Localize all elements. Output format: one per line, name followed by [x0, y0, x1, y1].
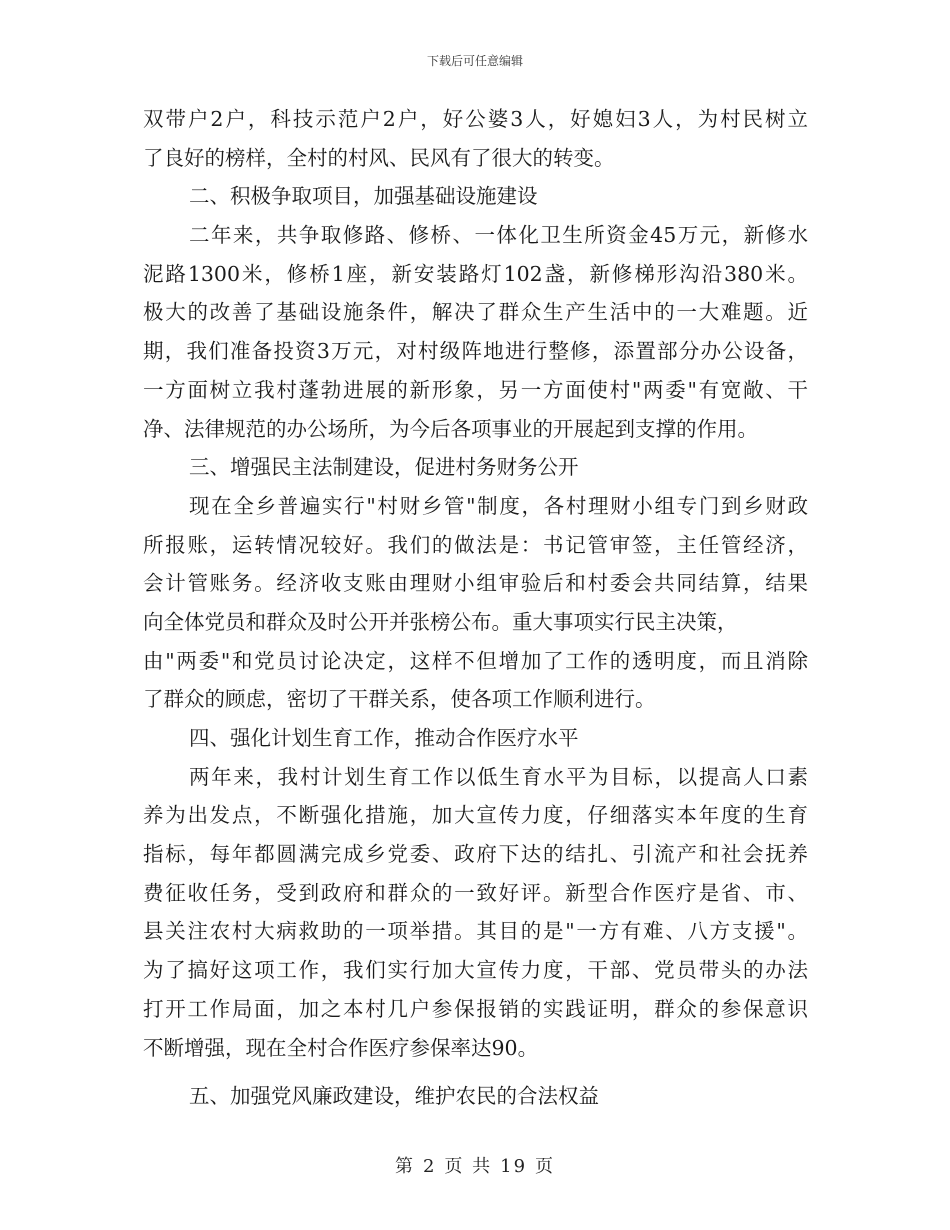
total-page-count: 19 — [500, 1156, 528, 1177]
body-line: 一方面树立我村蓬勃进展的新形象，另一方面使村"两委"有宽敞、干 — [143, 377, 808, 402]
body-line: 极大的改善了基础设施条件，解决了群众生产生活中的一大难题。近 — [143, 300, 808, 325]
body-line: 由"两委"和党员讨论决定，这样不但增加了工作的透明度，而且消除 — [143, 648, 808, 673]
body-line: 现在全乡普遍实行"村财乡管"制度，各村理财小组专门到乡财政 — [189, 493, 808, 518]
body-line: 打开工作局面，加之本村几户参保报销的实践证明，群众的参保意识 — [143, 996, 808, 1021]
footer-middle: 页 共 — [444, 1156, 493, 1177]
document-body — [143, 100, 808, 1116]
footer-suffix: 页 — [535, 1156, 556, 1177]
body-line: 了良好的榜样，全村的村风、民风有了很大的转变。 — [143, 145, 615, 170]
body-line: 所报账，运转情况较好。我们的做法是：书记管审签，主任管经济， — [143, 532, 808, 557]
section-heading: 三、增强民主法制建设，促进村务财务公开 — [189, 455, 579, 480]
body-line: 双带户2户，科技示范户2户，好公婆3人，好媳妇3人，为村民树立 — [143, 107, 808, 131]
body-line: 养为出发点，不断强化措施，加大宣传力度，仔细落实本年度的生育 — [143, 803, 808, 828]
current-page-number: 2 — [422, 1156, 437, 1177]
footer-prefix: 第 — [394, 1156, 415, 1177]
page-header-note: 下载后可任意编辑 — [426, 54, 523, 68]
body-line: 泥路1300米，修桥1座，新安装路灯102盏，新修梯形沟沿380米。 — [143, 261, 808, 286]
body-line: 期，我们准备投资3万元，对村级阵地进行整修，添置部分办公设备， — [143, 339, 808, 364]
body-line: 会计管账务。经济收支账由理财小组审验后和村委会共同结算，结果 — [143, 571, 808, 596]
body-line: 为了搞好这项工作，我们实行加大宣传力度，干部、党员带头的办法 — [143, 958, 808, 983]
section-heading: 五、加强党风廉政建设，维护农民的合法权益 — [189, 1084, 599, 1109]
body-line: 不断增强，现在全村合作医疗参保率达90。 — [143, 1035, 539, 1060]
body-line: 二年来，共争取修路、修桥、一体化卫生所资金45万元，新修水 — [189, 223, 808, 248]
section-heading: 四、强化计划生育工作，推动合作医疗水平 — [189, 726, 579, 750]
section-heading: 二、积极争取项目，加强基础设施建设 — [189, 184, 538, 209]
paragraph-gap — [143, 1067, 808, 1077]
body-line: 净、法律规范的办公场所，为今后各项事业的开展起到支撑的作用。 — [143, 416, 758, 441]
body-line: 了群众的顾虑，密切了干群关系，使各项工作顺利进行。 — [143, 687, 656, 712]
body-line: 费征收任务，受到政府和群众的一致好评。新型合作医疗是省、市、 — [143, 880, 808, 905]
body-line: 县关注农村大病救助的一项举措。其目的是"一方有难、八方支援"。 — [143, 919, 808, 944]
body-line: 指标，每年都圆满完成乡党委、政府下达的结扎、引流产和社会抚养 — [143, 842, 808, 867]
body-line: 向全体党员和群众及时公开并张榜公布。重大事项实行民主决策， — [143, 609, 738, 634]
page-number-footer — [0, 1152, 950, 1178]
body-line: 两年来，我村计划生育工作以低生育水平为目标，以提高人口素 — [189, 764, 808, 789]
